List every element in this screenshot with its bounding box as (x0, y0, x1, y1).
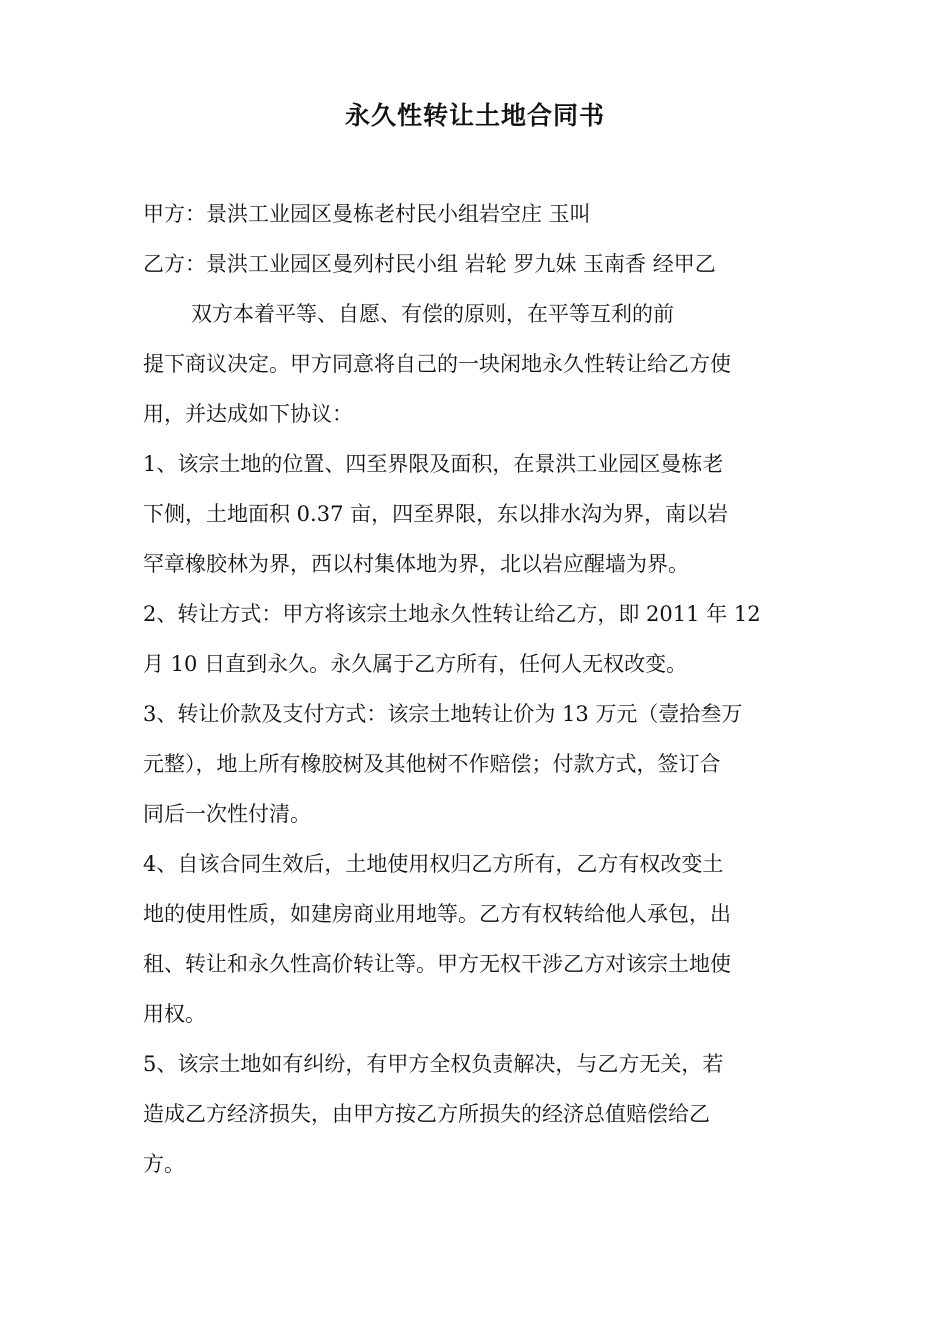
clause-4-line: 4、自该合同生效后，土地使用权归乙方所有，乙方有权改变土 (143, 852, 724, 876)
clause-5-line: 方。 (143, 1152, 185, 1176)
intro-line: 双方本着平等、自愿、有偿的原则，在平等互利的前 (191, 302, 674, 326)
intro-line: 提下商议决定。甲方同意将自己的一块闲地永久性转让给乙方使 (143, 352, 731, 376)
party-a-line: 甲方：景洪工业园区曼栋老村民小组岩空庄 玉叫 (143, 202, 591, 226)
clause-4-line: 用权。 (143, 1002, 206, 1026)
clause-2-line: 月 10 日直到永久。永久属于乙方所有，任何人无权改变。 (143, 652, 688, 676)
clause-5-line: 5、该宗土地如有纠纷，有甲方全权负责解决，与乙方无关，若 (143, 1052, 724, 1076)
clause-1-line: 1、该宗土地的位置、四至界限及面积，在景洪工业园区曼栋老 (143, 452, 724, 476)
clause-5-line: 造成乙方经济损失，由甲方按乙方所损失的经济总值赔偿给乙 (143, 1102, 710, 1126)
clause-2-line: 2、转让方式：甲方将该宗土地永久性转让给乙方，即 2011 年 12 (143, 602, 761, 626)
party-b-line: 乙方：景洪工业园区曼列村民小组 岩轮 罗九妹 玉南香 经甲乙 (143, 252, 716, 276)
intro-line: 用，并达成如下协议： (143, 402, 353, 426)
clause-3-line: 同后一次性付清。 (143, 802, 311, 826)
document-body (143, 189, 819, 1189)
document-title: 永久性转让土地合同书 (344, 101, 605, 130)
clause-4-line: 地的使用性质，如建房商业用地等。乙方有权转给他人承包，出 (143, 902, 731, 926)
clause-1-line: 下侧，土地面积 0.37 亩，四至界限，东以排水沟为界，南以岩 (143, 502, 729, 526)
clause-1-line: 罕章橡胶林为界，西以村集体地为界，北以岩应醒墙为界。 (143, 552, 689, 576)
clause-3-line: 3、转让价款及支付方式：该宗土地转让价为 13 万元（壹拾叁万 (143, 702, 743, 726)
clause-3-line: 元整），地上所有橡胶树及其他树不作赔偿；付款方式，签订合 (143, 752, 721, 776)
clause-4-line: 租、转让和永久性高价转让等。甲方无权干涉乙方对该宗土地使 (143, 952, 731, 976)
